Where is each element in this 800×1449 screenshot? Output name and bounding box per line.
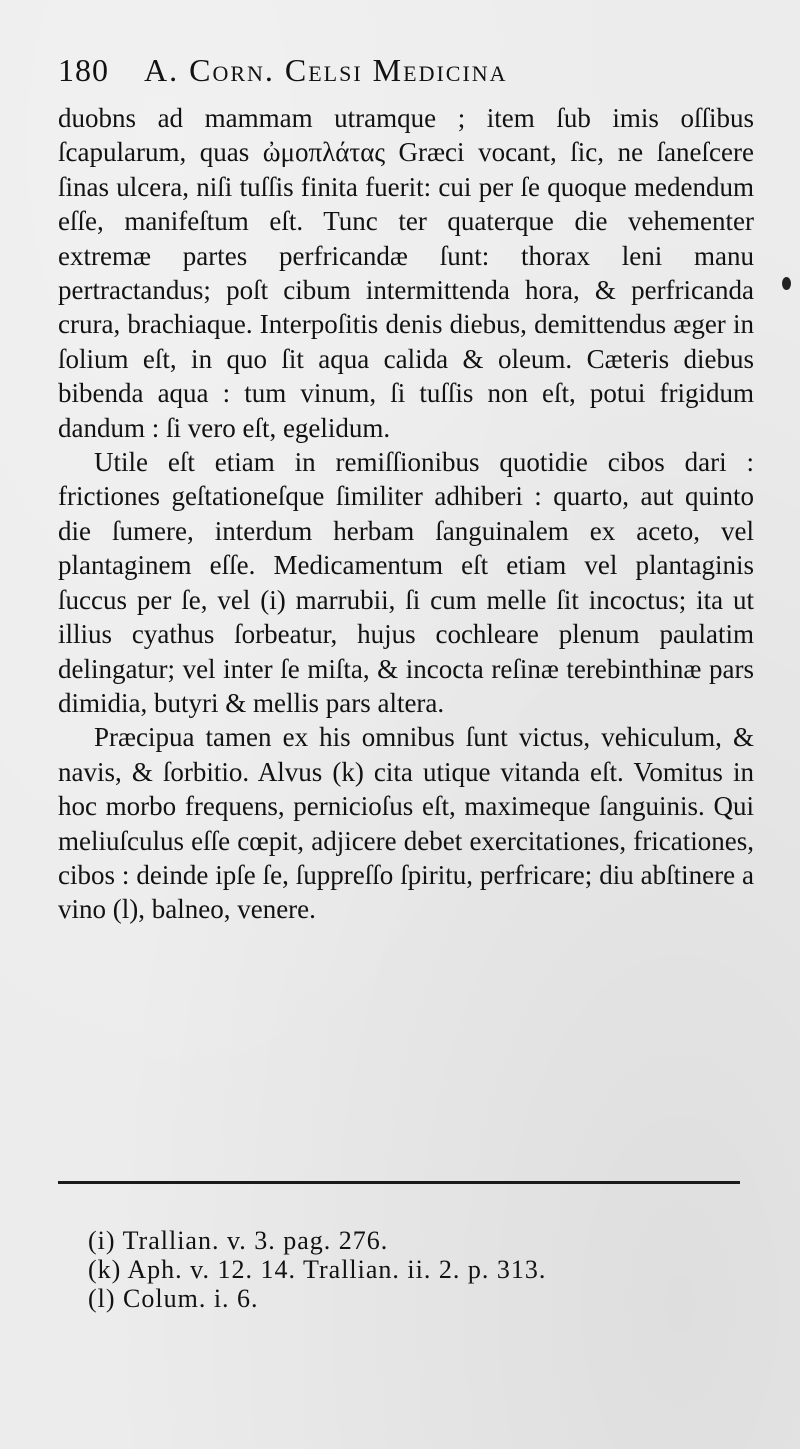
footnote-l xyxy=(88,1284,768,1313)
margin-ink-mark xyxy=(782,277,791,290)
running-title: A. Corn. Celsi Medicina xyxy=(144,52,508,88)
footnote-rule xyxy=(58,1181,740,1184)
footnote-text: Colum. i. 6. xyxy=(123,1284,259,1313)
footnote-marker: (l) xyxy=(88,1284,116,1313)
running-head xyxy=(58,52,748,96)
body-text xyxy=(58,101,754,927)
paragraph-1: duobns ad mammam utramque ; item ſub imis oſſibus ſcapularum, quas ὠμοπλάτας Græci vocant, ſic, ne ſaneſcere ſinas ulcera, niſi tuſſis finita fuerit: cui per ſe quoque medendum eſſe, manifeſtum eſt. Tunc ter quaterque die vehementer extremæ partes perfricandæ ſunt: thorax leni manu pertractandus; poſt cibum intermittenda hora, & perfricanda crura, brachiaque. Interpoſitis denis diebus, demittendus æger in ſolium eſt, in quo ſit aqua calida & oleum. Cæteris diebus bibenda aqua : tum vinum, ſi tuſſis non eſt, potui frigidum dandum : ſi vero eſt, egelidum. xyxy=(58,103,754,443)
paragraph-3: Præcipua tamen ex his omnibus ſunt victus, vehiculum, & navis, & ſorbitio. Alvus (k) cita utique vitanda eſt. Vomitus in hoc morbo frequens, pernicioſus eſt, maximeque ſanguinis. Qui meliuſculus eſſe cœpit, adjicere debet exercitationes, fricationes, cibos : deinde ipſe ſe, ſuppreſſo ſpiritu, perfricare; diu abſtinere a vino (l), balneo, venere. xyxy=(58,722,754,925)
page-number: 180 xyxy=(58,52,109,88)
footnotes xyxy=(88,1226,768,1313)
paragraph-2: Utile eſt etiam in remiſſionibus quotidie cibos dari : frictiones geſtationeſque ſimiliter adhiberi : quarto, aut quinto die ſumere, interdum herbam ſanguinalem ex aceto, vel plantaginem eſſe. Medicamentum eſt etiam vel plantaginis ſuccus per ſe, vel (i) marrubii, ſi cum melle ſit incoctus; ita ut illius cyathus ſorbeatur, hujus cochleare plenum paulatim delingatur; vel inter ſe miſta, & incocta reſinæ terebinthinæ pars dimidia, butyri & mellis pars altera. xyxy=(58,447,754,718)
footnote-i xyxy=(88,1226,768,1255)
footnote-marker: (i) xyxy=(88,1226,116,1255)
footnote-text: Trallian. v. 3. pag. 276. xyxy=(122,1226,389,1255)
footnote-text: Aph. v. 12. 14. Trallian. ii. 2. p. 313. xyxy=(127,1255,547,1284)
footnote-k xyxy=(88,1255,768,1284)
footnote-marker: (k) xyxy=(88,1255,122,1284)
